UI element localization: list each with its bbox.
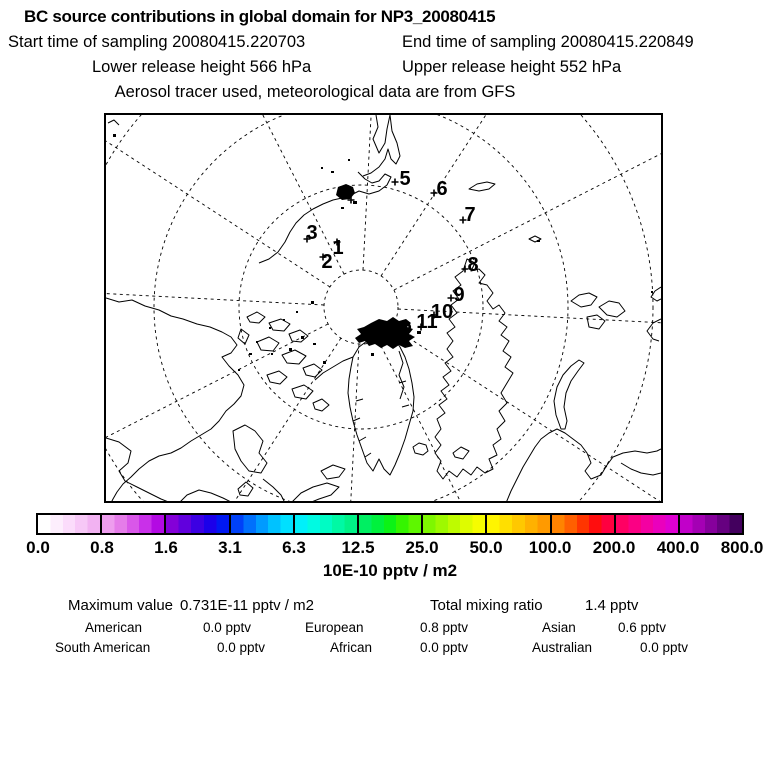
colorbar-segment: [295, 515, 359, 533]
region-label-american: American: [85, 620, 143, 635]
maximum-value: 0.731E-11 pptv / m2: [180, 597, 314, 614]
region-label-south-american: South American: [55, 640, 151, 655]
colorbar-segments: [38, 515, 742, 533]
colorbar-tick-label: 0.0: [26, 538, 50, 557]
colorbar-ticks: [0, 538, 768, 558]
colorbar-segment: [423, 515, 487, 533]
region-value-african: 0.0 pptv: [420, 640, 469, 655]
end-time-text: End time of sampling 20080415.220849: [402, 33, 694, 51]
start-time-text: Start time of sampling 20080415.220703: [8, 33, 306, 51]
colorbar-segment: [616, 515, 680, 533]
region-label-australian: Australian: [532, 640, 593, 655]
region-label-european: European: [305, 620, 364, 635]
colorbar-tick-label: 25.0: [405, 538, 439, 557]
lower-release-text: Lower release height 566 hPa: [92, 58, 312, 76]
trajectory-day-label: 1: [332, 237, 344, 259]
total-mixing-ratio-value: 1.4 pptv: [585, 597, 639, 614]
trajectory-day-label: 10: [430, 301, 454, 323]
trajectory-labels: [106, 115, 661, 501]
colorbar-tick-label: 400.0: [656, 538, 700, 557]
region-value-australian: 0.0 pptv: [640, 640, 689, 655]
trajectory-day-label: 5: [399, 168, 411, 190]
trajectory-day-label: 3: [306, 222, 318, 244]
colorbar-segment: [102, 515, 166, 533]
trajectory-day-label: 7: [464, 204, 476, 226]
colorbar-segment: [680, 515, 742, 533]
tracer-note-text: Aerosol tracer used, meteorological data are from GFS: [114, 83, 516, 101]
colorbar-tick-label: 1.6: [154, 538, 178, 557]
total-mixing-ratio-label: Total mixing ratio: [430, 597, 543, 614]
colorbar-tick-label: 3.1: [218, 538, 242, 557]
region-value-asian: 0.6 pptv: [618, 620, 667, 635]
trajectory-day-label: 11: [416, 311, 438, 333]
region-value-south-american: 0.0 pptv: [217, 640, 266, 655]
trajectory-day-label: 6: [436, 178, 448, 200]
trajectory-day-label: 12: [389, 320, 413, 342]
colorbar-tick-label: 800.0: [720, 538, 764, 557]
trajectory-day-label: 8: [467, 254, 479, 276]
colorbar-tick-label: 100.0: [528, 538, 572, 557]
region-label-asian: Asian: [542, 620, 576, 635]
colorbar-tick-label: 200.0: [592, 538, 636, 557]
region-label-african: African: [330, 640, 373, 655]
colorbar: [36, 513, 744, 535]
trajectory-day-label: 2: [321, 251, 333, 273]
polar-map-frame: [104, 113, 663, 503]
colorbar-tick-label: 6.3: [282, 538, 306, 557]
page-title: BC source contributions in global domain for NP3_20080415: [24, 7, 496, 26]
colorbar-segment: [38, 515, 102, 533]
colorbar-segment: [552, 515, 616, 533]
colorbar-tick-label: 12.5: [341, 538, 375, 557]
region-value-american: 0.0 pptv: [203, 620, 252, 635]
trajectory-day-label: 4: [339, 182, 351, 204]
colorbar-tick-label: 0.8: [90, 538, 114, 557]
colorbar-segment: [359, 515, 423, 533]
colorbar-segment: [487, 515, 551, 533]
maximum-value-label: Maximum value: [68, 597, 174, 614]
upper-release-text: Upper release height 552 hPa: [402, 58, 622, 76]
region-value-european: 0.8 pptv: [420, 620, 469, 635]
trajectory-day-label: 13: [370, 323, 394, 345]
colorbar-segment: [166, 515, 230, 533]
colorbar-segment: [231, 515, 295, 533]
trajectory-day-label: 9: [453, 284, 465, 306]
colorbar-tick-label: 50.0: [469, 538, 503, 557]
colorbar-unit-label: 10E-10 pptv / m2: [322, 561, 458, 580]
